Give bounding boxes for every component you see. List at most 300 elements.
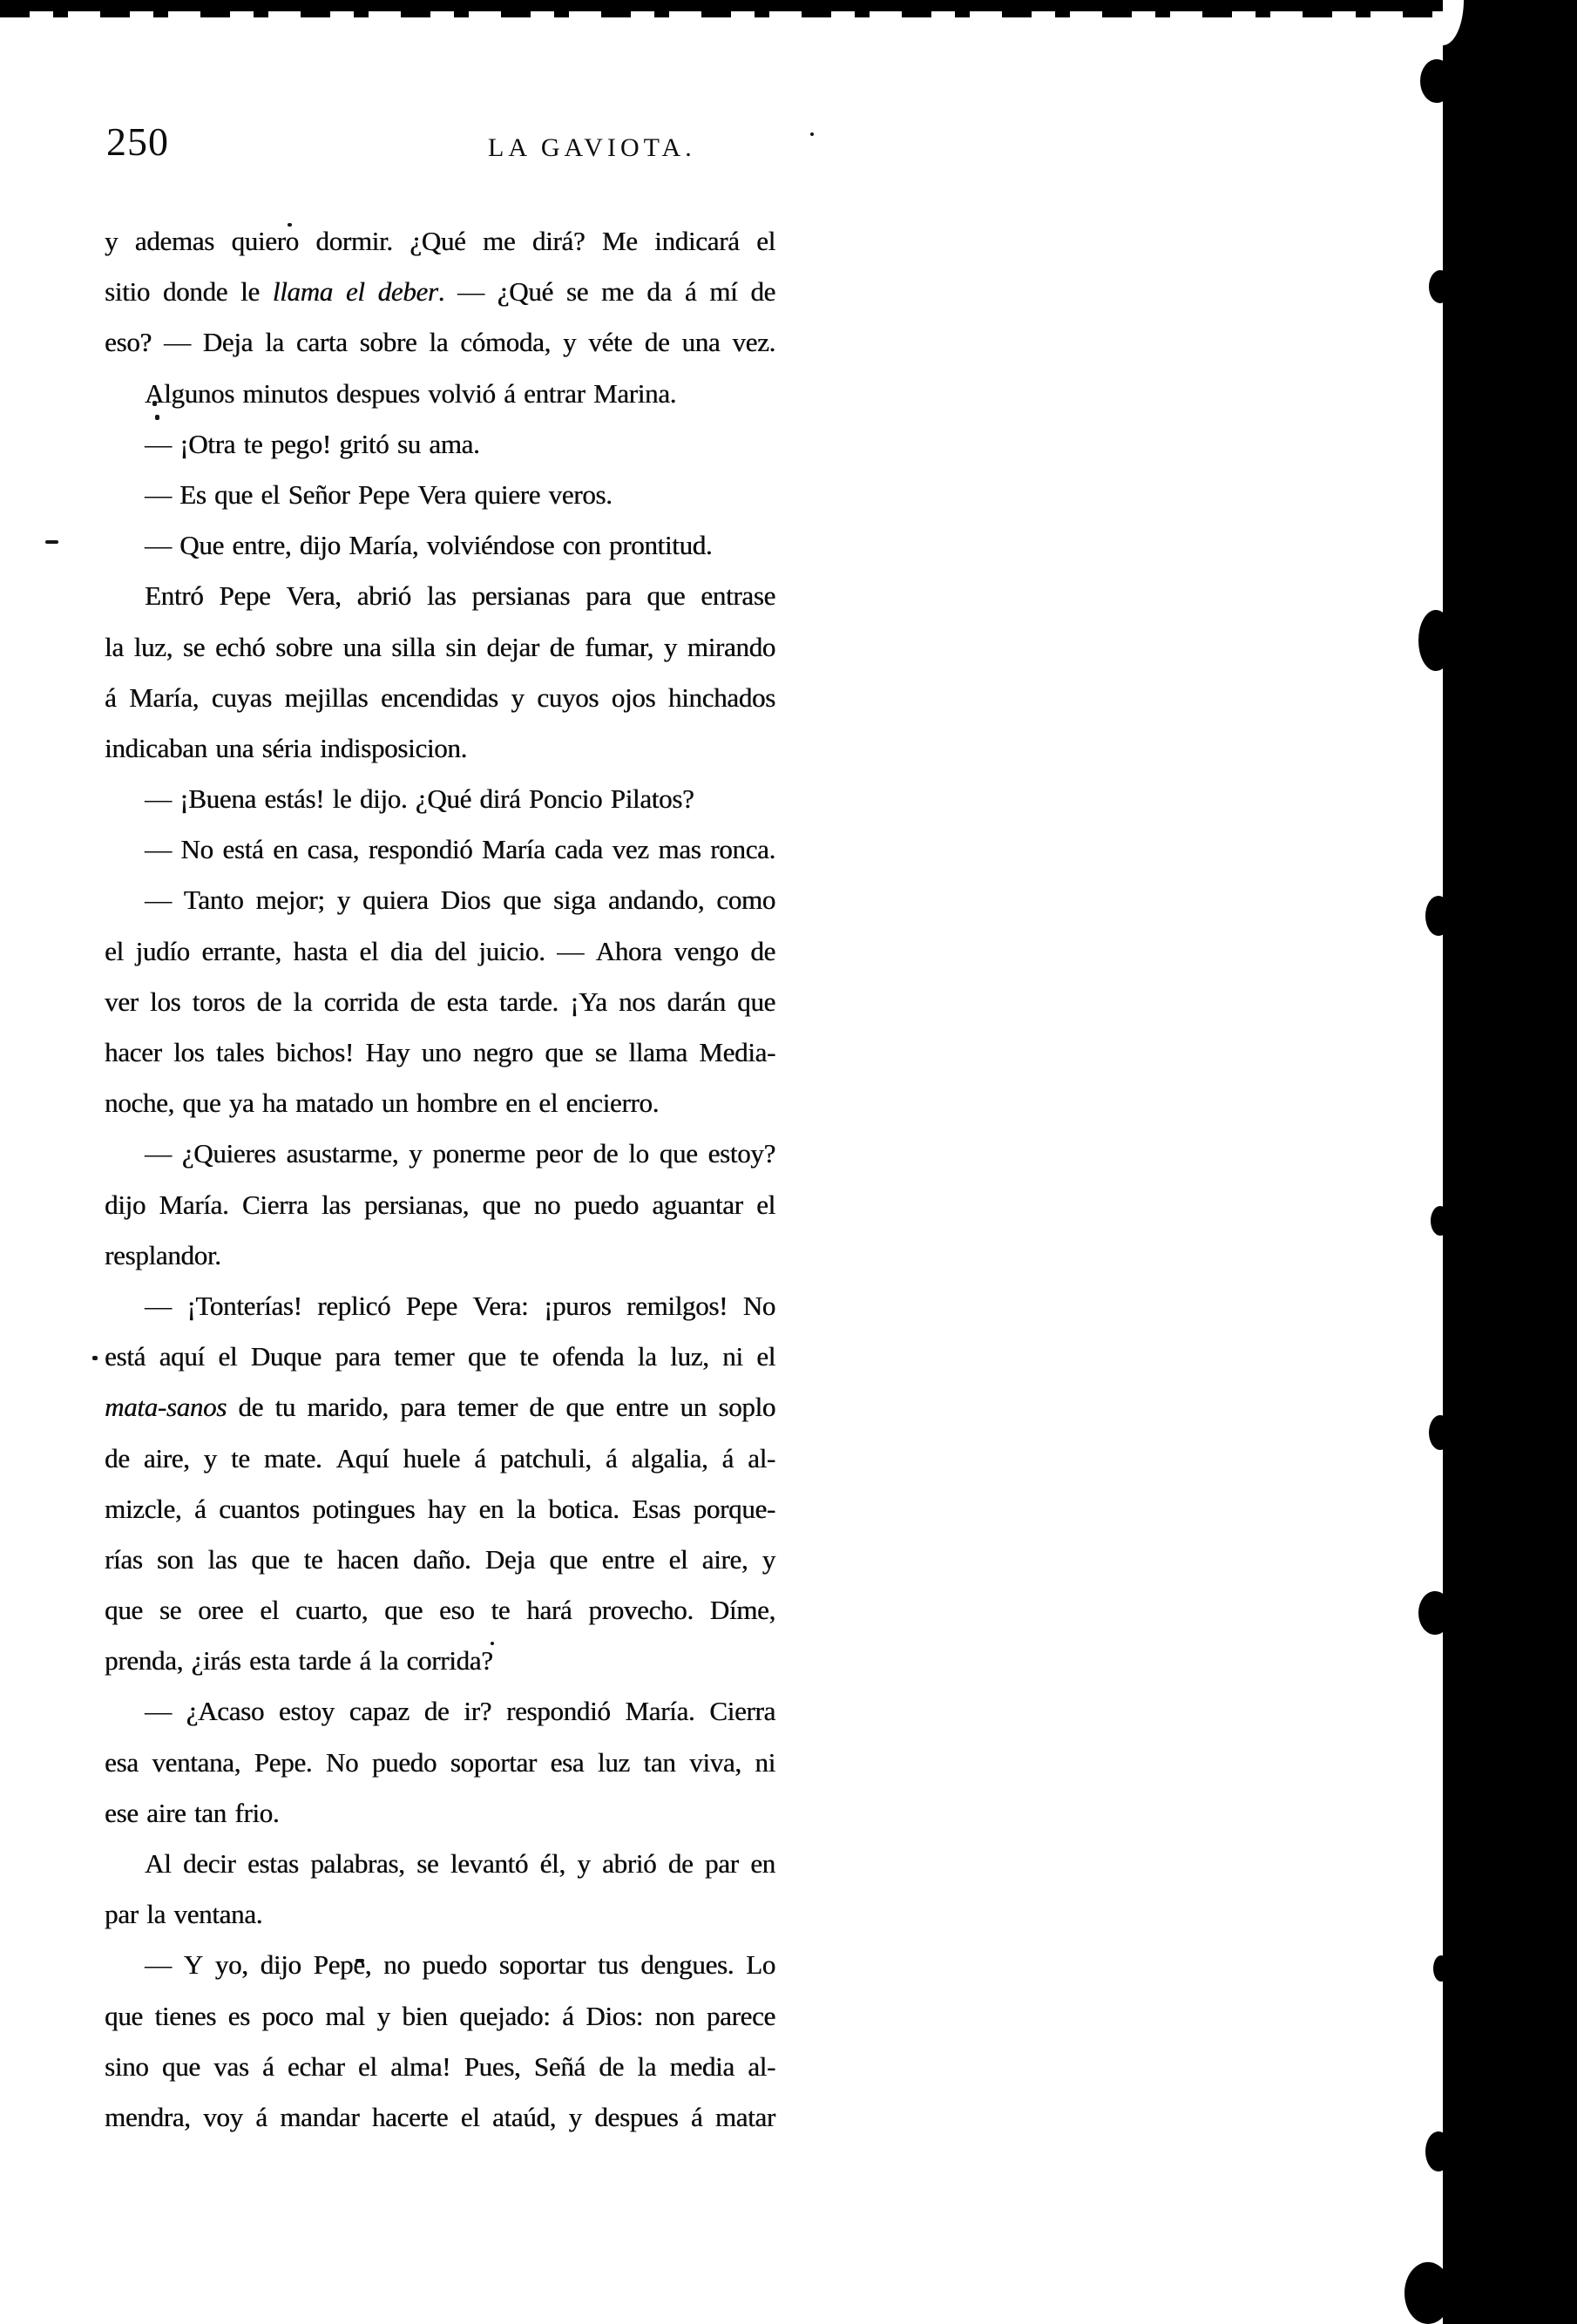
word: — [145, 1138, 172, 1169]
word: aire [146, 1797, 186, 1828]
word: llama [628, 1037, 687, 1067]
word: poco [261, 2000, 314, 2031]
word: Vera, [286, 580, 342, 612]
word: cuyas [211, 681, 272, 713]
word: errante, [201, 935, 281, 966]
word: hinchados [667, 681, 775, 713]
word: soportar [450, 1746, 537, 1778]
word: que [161, 2050, 200, 2082]
word: voy [203, 2101, 243, 2132]
word: y [511, 681, 525, 713]
word: que [565, 1392, 605, 1423]
word: el [218, 1341, 238, 1372]
word: una [215, 732, 254, 763]
word: las [321, 1189, 351, 1220]
scan-blot [1429, 1415, 1452, 1450]
word: Señor [288, 478, 350, 510]
word: ver [105, 986, 139, 1017]
word: tu [274, 1392, 295, 1423]
text-line [105, 1839, 775, 1889]
scan-blot [1429, 270, 1452, 303]
word: luz, [670, 1341, 709, 1372]
word: parece [706, 2000, 775, 2031]
word: vez. [732, 327, 775, 358]
word: quiere [474, 478, 541, 510]
word: y [577, 1848, 591, 1879]
word: peor [535, 1138, 583, 1169]
word: tan [193, 1797, 227, 1828]
text-line [105, 216, 775, 267]
word: hacerte [371, 2101, 449, 2132]
word: capaz [349, 1696, 409, 1727]
word: matar [714, 2101, 775, 2132]
word: que [384, 1595, 423, 1626]
text-line [105, 520, 775, 571]
word: entre, [232, 530, 292, 561]
word: — [145, 478, 172, 510]
scan-blot [1425, 2131, 1452, 2172]
word: y [568, 2101, 582, 2132]
word: las [207, 1543, 237, 1575]
word: mizcle, [105, 1493, 182, 1524]
word: ¡Otra [179, 428, 236, 459]
word: Señá [533, 2050, 585, 2082]
word: ponerme [432, 1138, 525, 1169]
word: luz [597, 1746, 630, 1778]
word: le [332, 783, 352, 815]
word: quejado: [459, 2000, 551, 2031]
word: su [396, 428, 421, 459]
word: sitio [105, 276, 150, 308]
word: á [262, 2050, 274, 2082]
word: dormir. [315, 226, 393, 256]
word: — [145, 884, 172, 916]
word: cuarto, [295, 1595, 369, 1626]
word: andando, [607, 884, 705, 916]
word: Marina. [592, 377, 677, 409]
word: para [335, 1341, 381, 1372]
word: á [721, 1442, 734, 1474]
scan-blot [1418, 1591, 1452, 1635]
word: eso [439, 1595, 475, 1626]
word: bien [402, 2000, 448, 2031]
word: de [256, 986, 282, 1017]
word: que [251, 1543, 290, 1575]
word: botica. [548, 1493, 619, 1524]
word: palabras, [310, 1848, 405, 1879]
text-line [105, 1331, 775, 1382]
word: Esas [632, 1493, 680, 1524]
word: el [538, 1087, 558, 1119]
word: puedo [371, 1746, 437, 1778]
word: á [605, 1442, 618, 1474]
word: tus [597, 1949, 629, 1981]
word: Pepe, [313, 1949, 372, 1981]
word: que [105, 2000, 143, 2031]
word: un [680, 1392, 707, 1423]
word: ¡Buena [179, 783, 256, 815]
word: sobre [275, 631, 333, 662]
word: volviéndose [426, 530, 555, 561]
word: ataúd, [492, 2101, 557, 2132]
text-line [105, 571, 775, 621]
word: estoy? [707, 1138, 775, 1169]
word: ya [228, 1087, 254, 1119]
word: persianas [471, 580, 571, 612]
word: en [478, 1493, 504, 1524]
word: corrida? [406, 1645, 493, 1677]
text-line [105, 1686, 775, 1737]
word: séria [261, 732, 312, 763]
word: persianas, [363, 1189, 470, 1220]
word: le [240, 276, 260, 308]
text-line [105, 723, 775, 774]
word: ¡Tonterías! [186, 1290, 302, 1321]
word: un [381, 1087, 409, 1119]
word: dirá? [531, 226, 585, 256]
word: despues [594, 2101, 679, 2132]
word: soportar [498, 1949, 585, 1981]
page-number: 250 [106, 119, 169, 164]
word: no [533, 1189, 561, 1220]
word: dijo [260, 1949, 301, 1981]
word: hará [526, 1595, 572, 1626]
word: cada [554, 834, 603, 865]
text-line [105, 1535, 775, 1585]
word: vengo [673, 935, 739, 966]
word: mandar [280, 2101, 360, 2132]
word: la [293, 986, 313, 1017]
text-line [105, 1585, 775, 1636]
word: aire, [701, 1543, 748, 1575]
word: ronca. [710, 834, 775, 865]
scan-blot [1404, 2262, 1452, 2324]
word: la [516, 1493, 536, 1524]
word: del [434, 935, 467, 966]
word: abrió [356, 580, 411, 612]
word: cuyos [537, 681, 599, 713]
word: aguantar [652, 1189, 743, 1220]
word: en [750, 1848, 775, 1879]
word: mata-sanos [105, 1392, 227, 1423]
word: replicó [317, 1290, 391, 1321]
word: me [483, 226, 516, 256]
text-line [105, 369, 775, 419]
word: — [145, 1949, 172, 1981]
word: frio. [234, 1797, 280, 1828]
word: me [601, 276, 634, 308]
word: Deja [202, 327, 254, 358]
word: quiero [231, 226, 299, 256]
word: que [214, 478, 253, 510]
word: bichos! [275, 1037, 354, 1067]
word: dia [389, 935, 423, 966]
word: Entró [145, 580, 204, 612]
word: viva, [689, 1746, 741, 1778]
word: se [416, 1848, 439, 1879]
word: indisposicion. [320, 732, 467, 763]
word: de [423, 1696, 450, 1727]
word: la [429, 327, 449, 358]
word: Dios: [585, 2000, 643, 2031]
word: las [426, 580, 457, 612]
word: algalia, [631, 1442, 708, 1474]
word: lo [628, 1138, 649, 1169]
word: y [336, 884, 350, 916]
word: el [460, 2101, 480, 2132]
word: á [562, 2000, 574, 2031]
word: puedo [422, 1949, 487, 1981]
word: hombre [416, 1087, 497, 1119]
word: — [145, 1696, 172, 1727]
word: Deja [484, 1543, 536, 1575]
word: que [545, 1037, 584, 1067]
word: de [549, 631, 575, 662]
word: Ahora [595, 935, 662, 966]
word: aire, [143, 1442, 190, 1474]
word: y [376, 2000, 390, 2031]
text-line [105, 1078, 775, 1128]
word: Vera: [472, 1290, 529, 1321]
word: remilgos! [626, 1290, 728, 1321]
word: ¡Ya [570, 986, 607, 1017]
word: de [750, 276, 775, 308]
word: Pepe [219, 580, 271, 612]
word: carta [295, 327, 348, 358]
word: llama [272, 276, 333, 308]
word: media [669, 2050, 734, 2082]
word: rías [105, 1543, 143, 1575]
word: vez [612, 834, 649, 865]
text-line [105, 1281, 775, 1331]
word: uno [421, 1037, 462, 1067]
word: que [659, 1138, 698, 1169]
word: decir [182, 1848, 236, 1879]
word: ama. [429, 428, 480, 459]
word: hacen [336, 1543, 399, 1575]
word: mas [658, 834, 701, 865]
word: respondió [368, 834, 473, 865]
word: noche, [105, 1087, 174, 1119]
word: ventana, [152, 1746, 241, 1778]
word: Poncio [528, 783, 603, 815]
word: está [222, 834, 264, 865]
word: Pilatos? [610, 783, 694, 815]
word: tan [643, 1746, 676, 1778]
text-line [105, 1433, 775, 1484]
word: donde [162, 276, 228, 308]
word: que [646, 580, 686, 612]
word: el [260, 1595, 280, 1626]
word: alma! [390, 2050, 451, 2082]
word: se [159, 1595, 182, 1626]
word: mirando [687, 631, 775, 662]
word: Vera [417, 478, 466, 510]
scan-blot [1418, 610, 1453, 671]
word: los [150, 986, 181, 1017]
word: Y [183, 1949, 203, 1981]
word: abrió [602, 1848, 657, 1879]
word: es [227, 2000, 250, 2031]
text-line [105, 1889, 775, 1940]
word: Cierra [709, 1696, 775, 1727]
word: Hay [365, 1037, 410, 1067]
text-line [105, 774, 775, 824]
word: Pepe [405, 1290, 457, 1321]
word: Aquí [335, 1442, 389, 1474]
word: Que [179, 530, 224, 561]
word: que [482, 1189, 521, 1220]
scan-blot [1425, 896, 1452, 936]
word: de [409, 986, 436, 1017]
word: María [482, 834, 545, 865]
word: el [668, 1543, 688, 1575]
word: la [105, 631, 124, 662]
word: á [105, 681, 117, 713]
word: prontitud. [608, 530, 713, 561]
word: matado [294, 1087, 374, 1119]
word: el [105, 935, 124, 966]
word: cómoda, [460, 327, 551, 358]
scan-top-edge [0, 0, 1577, 11]
word: para [400, 1392, 446, 1423]
word: hacer [105, 1037, 162, 1067]
word: Pepe [357, 478, 409, 510]
word: el [357, 2050, 377, 2082]
word: Díme, [709, 1595, 775, 1626]
word: eso? [105, 327, 152, 358]
word: de [529, 1392, 554, 1423]
word: indicará [654, 226, 740, 256]
word: ni [755, 1746, 775, 1778]
word: dengues. [640, 1949, 734, 1981]
word: mejor; [255, 884, 325, 916]
word: prenda, [105, 1645, 183, 1677]
word: con [562, 530, 601, 561]
word: dijo [299, 530, 341, 561]
word: estoy [278, 1696, 335, 1727]
word: hasta [293, 935, 348, 966]
word: de [667, 1848, 694, 1879]
word: Pues, [464, 2050, 521, 2082]
word: Pepe. [254, 1746, 313, 1778]
word: que [549, 1543, 588, 1575]
word: se [594, 1037, 617, 1067]
word: encierro. [565, 1087, 660, 1119]
text-line [105, 1128, 775, 1179]
scan-blot [1431, 1206, 1450, 1236]
text-line [105, 1788, 775, 1839]
word: volvió [428, 377, 496, 409]
word: luz, [133, 631, 173, 662]
word: que [467, 1341, 506, 1372]
word: te [519, 1341, 539, 1372]
word: y [409, 1138, 423, 1169]
word: la [637, 2050, 657, 2082]
word: ha [261, 1087, 288, 1119]
word: No [742, 1290, 775, 1321]
word: Dios [440, 884, 491, 916]
word: esta [446, 986, 488, 1017]
word: á [474, 1442, 486, 1474]
text-line [105, 977, 775, 1027]
word: nos [618, 986, 656, 1017]
word: el [756, 1189, 775, 1220]
word: — [145, 530, 172, 561]
word: María, [349, 530, 419, 561]
word: ni [722, 1341, 743, 1372]
word: Duque [250, 1341, 321, 1372]
text-line [105, 1230, 775, 1281]
word: mendra, [105, 2101, 191, 2132]
word: Al [145, 1848, 172, 1879]
word: el [756, 1341, 775, 1372]
word: él, [539, 1848, 565, 1879]
word: temer [394, 1341, 455, 1372]
word: despues [335, 377, 420, 409]
word: al- [748, 1442, 775, 1474]
word: ademas [134, 226, 214, 256]
word: toros [192, 986, 246, 1017]
word: que [503, 884, 541, 916]
word: dijo [105, 1189, 146, 1220]
text-line [105, 926, 775, 977]
word: echó [214, 631, 266, 662]
word: ofenda [552, 1341, 625, 1372]
word: siga [553, 884, 596, 916]
word: la [265, 327, 284, 358]
word: en [505, 1087, 531, 1119]
word: sin [445, 631, 477, 662]
text-line [105, 1991, 775, 2042]
word: esa [550, 1746, 585, 1778]
word: se [565, 276, 589, 308]
scan-blot [1420, 59, 1453, 103]
word: ojos [611, 681, 656, 713]
word: aquí [159, 1341, 205, 1372]
word: — [457, 276, 484, 308]
scan-speck [45, 540, 58, 544]
word: dijo. [359, 783, 408, 815]
word: provecho. [588, 1595, 694, 1626]
word: á [359, 1645, 371, 1677]
text-line [105, 1940, 775, 1990]
word: fumar, [585, 631, 653, 662]
word: ventana. [173, 1899, 263, 1930]
word: respondió [505, 1696, 611, 1727]
word: entre [601, 1543, 655, 1575]
word: y [663, 631, 677, 662]
word: corrida [323, 986, 399, 1017]
word: mejillas [284, 681, 369, 713]
word: estas [247, 1848, 299, 1879]
word: potingues [312, 1493, 416, 1524]
word: tales [215, 1037, 265, 1067]
text-line [105, 317, 775, 368]
word: casa, [307, 834, 360, 865]
word: Tanto [183, 884, 244, 916]
text-line [105, 1738, 775, 1788]
word: tarde. [498, 986, 558, 1017]
word: no [383, 1949, 410, 1981]
word: soplo [718, 1392, 775, 1423]
text-line [105, 267, 775, 317]
word: encendidas [380, 681, 498, 713]
word: daño. [412, 1543, 471, 1575]
word: María. [159, 1189, 229, 1220]
word: á [255, 2101, 267, 2132]
word: echar [287, 2050, 345, 2082]
